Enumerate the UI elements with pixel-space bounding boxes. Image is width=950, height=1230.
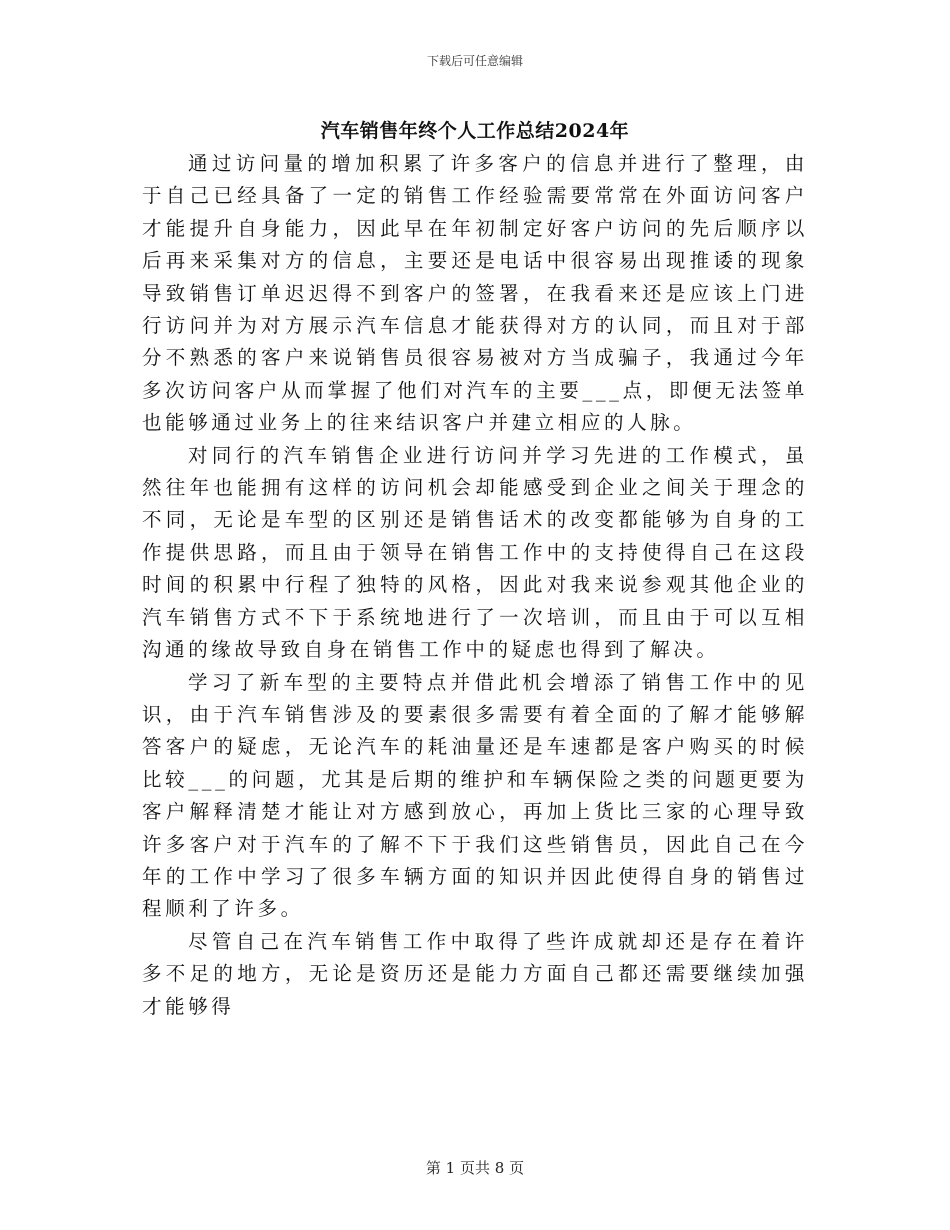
page-number-footer: 第 1 页共 8 页 <box>425 1159 525 1177</box>
paragraph-1: 通过访问量的增加积累了许多客户的信息并进行了整理，由于自己已经具备了一定的销售工作经验需要常常在外面访问客户才能提升自身能力，因此早在年初制定好客户访问的先后顺序以后再来采集对方的信息，主要还是电话中很容易出现推诿的现象导致销售订单迟迟得不到客户的签署，在我看来还是应该上门进行访问并为对方展示汽车信息才能获得对方的认同，而且对于部分不熟悉的客户来说销售员很容易被对方当成骗子，我通过今年多次访问客户从而掌握了他们对汽车的主要___点，即便无法签单也能够通过业务上的往来结识客户并建立相应的人脉。 <box>142 152 808 435</box>
paragraph-3: 学习了新车型的主要特点并借此机会增添了销售工作中的见识，由于汽车销售涉及的要素很多需要有着全面的了解才能够解答客户的疑虑，无论汽车的耗油量还是车速都是客户购买的时候比较___的问题，尤其是后期的维护和车辆保险之类的问题更要为客户解释清楚才能让对方感到放心，再加上货比三家的心理导致许多客户对于汽车的了解不下于我们这些销售员，因此自己在今年的工作中学习了很多车辆方面的知识并因此使得自身的销售过程顺利了许多。 <box>142 670 808 921</box>
document-title: 汽车销售年终个人工作总结2024年 <box>320 120 630 142</box>
document-body <box>142 148 808 1023</box>
header-note: 下载后可任意编辑 <box>426 54 523 68</box>
paragraph-2: 对同行的汽车销售企业进行访问并学习先进的工作模式，虽然往年也能拥有这样的访问机会却能感受到企业之间关于理念的不同，无论是车型的区别还是销售话术的改变都能够为自身的工作提供思路，而且由于领导在销售工作中的支持使得自己在这段时间的积累中行程了独特的风格，因此对我来说参观其他企业的汽车销售方式不下于系统地进行了一次培训，而且由于可以互相沟通的缘故导致自身在销售工作中的疑虑也得到了解决。 <box>142 443 808 662</box>
paragraph-4: 尽管自己在汽车销售工作中取得了些许成就却还是存在着许多不足的地方，无论是资历还是能力方面自己都还需要继续加强才能够得 <box>142 929 808 1018</box>
